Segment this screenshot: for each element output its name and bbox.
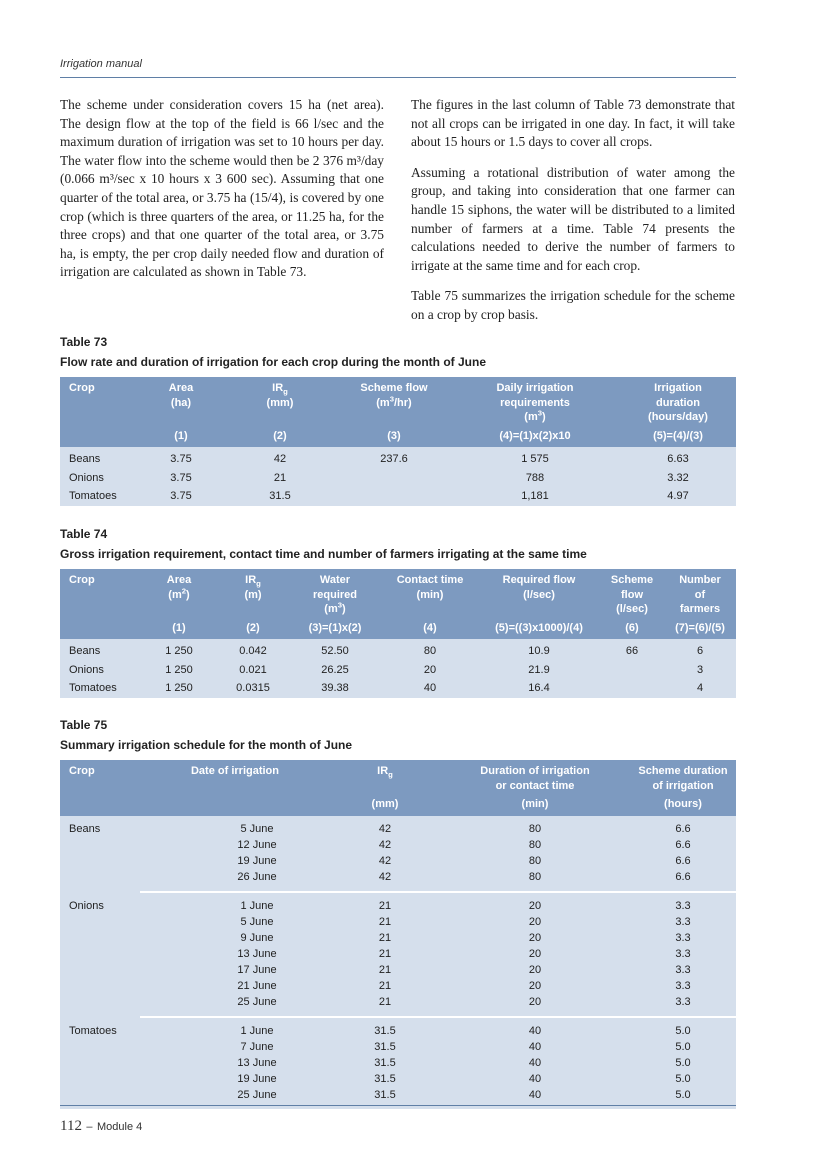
paragraph: Table 75 summarizes the irrigation schedule for the scheme on a crop by crop basis. bbox=[411, 288, 735, 322]
date-cell: 12 June bbox=[140, 837, 330, 853]
table-74-block bbox=[60, 527, 736, 698]
date-cell: 21 June bbox=[140, 978, 330, 994]
duration-cell: 4.97 bbox=[620, 487, 736, 506]
table-row bbox=[60, 447, 736, 469]
formula-cell: (2) bbox=[218, 617, 288, 640]
duration-cell: 80 bbox=[440, 837, 630, 853]
water-cell: 52.50 bbox=[288, 639, 382, 661]
table-number: Table 74 bbox=[60, 527, 108, 541]
table-row bbox=[60, 946, 736, 962]
formula-cell: (4) bbox=[382, 617, 478, 640]
farmers-cell: 3 bbox=[664, 661, 736, 680]
date-cell: 26 June bbox=[140, 869, 330, 891]
scheme-duration-cell: 3.3 bbox=[630, 893, 736, 914]
table-row bbox=[60, 962, 736, 978]
table-row bbox=[60, 1039, 736, 1055]
date-cell: 5 June bbox=[140, 914, 330, 930]
table-75 bbox=[60, 760, 736, 1109]
unit-row bbox=[60, 793, 736, 816]
duration-cell: 40 bbox=[440, 1071, 630, 1087]
table-row bbox=[60, 469, 736, 488]
irg-cell: 42 bbox=[222, 447, 338, 469]
table-row bbox=[60, 914, 736, 930]
irg-cell: 31.5 bbox=[330, 1055, 440, 1071]
table-title: Flow rate and duration of irrigation for each crop during the month of June bbox=[60, 355, 487, 369]
table-row bbox=[60, 1018, 736, 1039]
footer-separator: – bbox=[86, 1121, 93, 1133]
irg-cell: 0.021 bbox=[218, 661, 288, 680]
col-header-daily-requirements: Daily irrigation requirements $(m^3)$ bbox=[450, 377, 620, 425]
table-row bbox=[60, 978, 736, 994]
area-cell: 3.75 bbox=[140, 469, 222, 488]
table-row bbox=[60, 837, 736, 853]
daily-cell: 1,181 bbox=[450, 487, 620, 506]
header-row bbox=[60, 760, 736, 793]
unit-cell: (min) bbox=[440, 793, 630, 816]
crop-cell bbox=[60, 946, 140, 962]
col-header-water-required: Water required $(m^3)$ bbox=[288, 569, 382, 617]
area-cell: 1 250 bbox=[140, 639, 218, 661]
farmers-cell: 4 bbox=[664, 679, 736, 698]
col-header-irg: $IR_g$ bbox=[330, 760, 440, 793]
table-row bbox=[60, 816, 736, 837]
scheme-flow-cell bbox=[600, 679, 664, 698]
irg-cell: 21 bbox=[330, 962, 440, 978]
date-cell: 1 June bbox=[140, 1018, 330, 1039]
duration-cell: 20 bbox=[440, 962, 630, 978]
left-column bbox=[60, 96, 384, 294]
scheme-duration-cell: 6.6 bbox=[630, 837, 736, 853]
crop-cell bbox=[60, 978, 140, 994]
table-row bbox=[60, 639, 736, 661]
crop-cell bbox=[60, 994, 140, 1016]
date-cell: 5 June bbox=[140, 816, 330, 837]
duration-cell: 20 bbox=[440, 893, 630, 914]
col-header-scheme-duration: Scheme duration of irrigation bbox=[630, 760, 736, 793]
table-row bbox=[60, 994, 736, 1016]
duration-cell: 80 bbox=[440, 869, 630, 891]
area-cell: 1 250 bbox=[140, 679, 218, 698]
col-header-date: Date of irrigation bbox=[140, 760, 330, 793]
col-header-area: Area (ha) bbox=[140, 377, 222, 425]
unit-cell: (mm) bbox=[330, 793, 440, 816]
duration-cell: 40 bbox=[440, 1087, 630, 1109]
table-row bbox=[60, 1055, 736, 1071]
scheme-duration-cell: 3.3 bbox=[630, 914, 736, 930]
col-header-duration: Duration of irrigation or contact time bbox=[440, 760, 630, 793]
table-row bbox=[60, 679, 736, 698]
formula-row bbox=[60, 425, 736, 448]
crop-cell: Beans bbox=[60, 816, 140, 837]
irg-cell: 31.5 bbox=[330, 1087, 440, 1109]
table-number: Table 75 bbox=[60, 718, 108, 732]
duration-cell: 80 bbox=[440, 816, 630, 837]
date-cell: 7 June bbox=[140, 1039, 330, 1055]
date-cell: 13 June bbox=[140, 946, 330, 962]
table-number: Table 73 bbox=[60, 335, 108, 349]
irg-cell: 42 bbox=[330, 816, 440, 837]
duration-cell: 20 bbox=[440, 946, 630, 962]
header-rule bbox=[60, 77, 736, 78]
table-73-block bbox=[60, 335, 736, 506]
unit-cell: (hours) bbox=[630, 793, 736, 816]
table-74 bbox=[60, 569, 736, 698]
irg-cell: 21 bbox=[330, 914, 440, 930]
scheme-duration-cell: 5.0 bbox=[630, 1055, 736, 1071]
flow-cell bbox=[338, 487, 450, 506]
date-cell: 25 June bbox=[140, 994, 330, 1016]
right-column bbox=[411, 96, 735, 337]
crop-cell bbox=[60, 853, 140, 869]
duration-cell: 80 bbox=[440, 853, 630, 869]
duration-cell: 20 bbox=[440, 930, 630, 946]
scheme-duration-cell: 6.6 bbox=[630, 853, 736, 869]
table-title: Gross irrigation requirement, contact time and number of farmers irrigating at the same time bbox=[60, 547, 587, 561]
water-cell: 26.25 bbox=[288, 661, 382, 680]
duration-cell: 40 bbox=[440, 1039, 630, 1055]
formula-cell: (1) bbox=[140, 425, 222, 448]
scheme-duration-cell: 6.6 bbox=[630, 869, 736, 891]
irg-cell: 21 bbox=[330, 946, 440, 962]
table-row bbox=[60, 893, 736, 914]
footer-rule bbox=[60, 1105, 736, 1106]
irg-cell: 42 bbox=[330, 869, 440, 891]
crop-cell bbox=[60, 1055, 140, 1071]
crop-cell: Tomatoes bbox=[60, 679, 140, 698]
irg-cell: 42 bbox=[330, 853, 440, 869]
col-header-required-flow: Required flow (l/sec) bbox=[478, 569, 600, 617]
scheme-duration-cell: 5.0 bbox=[630, 1071, 736, 1087]
irg-cell: 21 bbox=[330, 893, 440, 914]
flow-cell: 237.6 bbox=[338, 447, 450, 469]
col-header-farmers: Number of farmers bbox=[664, 569, 736, 617]
crop-cell: Tomatoes bbox=[60, 487, 140, 506]
paragraph: The figures in the last column of Table 73 demonstrate that not all crops can be irrigated in one day. In fact, it will take about 15 hours or 1.5 days to cover all crops. bbox=[411, 97, 735, 150]
irg-cell: 31.5 bbox=[330, 1018, 440, 1039]
daily-cell: 1 575 bbox=[450, 447, 620, 469]
table-row bbox=[60, 930, 736, 946]
formula-cell: (3)=(1)x(2) bbox=[288, 617, 382, 640]
duration-cell: 3.32 bbox=[620, 469, 736, 488]
running-head: Irrigation manual bbox=[60, 58, 142, 70]
paragraph: Assuming a rotational distribution of water among the group, and taking into consideration that one farmer can handle 15 siphons, the water will be distributed to a limited number of farmers at a time. Table 74 presents the calculations needed to derive the number of farmers to irrigate at the same time and for each crop. bbox=[411, 164, 735, 273]
table-75-block bbox=[60, 718, 736, 1109]
irg-cell: 31.5 bbox=[222, 487, 338, 506]
table-row bbox=[60, 853, 736, 869]
schedule-body bbox=[60, 816, 736, 1109]
page-number: 112 bbox=[60, 1118, 82, 1134]
contact-cell: 40 bbox=[382, 679, 478, 698]
crop-cell bbox=[60, 1039, 140, 1055]
scheme-duration-cell: 3.3 bbox=[630, 978, 736, 994]
irg-cell: 31.5 bbox=[330, 1071, 440, 1087]
crop-cell: Beans bbox=[60, 639, 140, 661]
required-flow-cell: 21.9 bbox=[478, 661, 600, 680]
crop-cell bbox=[60, 837, 140, 853]
irg-cell: 0.042 bbox=[218, 639, 288, 661]
crop-cell: Onions bbox=[60, 893, 140, 914]
col-header-duration: Irrigation duration (hours/day) bbox=[620, 377, 736, 425]
date-cell: 1 June bbox=[140, 893, 330, 914]
formula-cell: (5)=(4)/(3) bbox=[620, 425, 736, 448]
col-header-irg: $IR_g$ (mm) bbox=[222, 377, 338, 425]
irg-cell: 21 bbox=[330, 930, 440, 946]
date-cell: 17 June bbox=[140, 962, 330, 978]
irg-cell: 21 bbox=[330, 994, 440, 1016]
scheme-flow-cell: 66 bbox=[600, 639, 664, 661]
col-header-crop: Crop bbox=[60, 760, 140, 793]
daily-cell: 788 bbox=[450, 469, 620, 488]
formula-cell: (6) bbox=[600, 617, 664, 640]
scheme-duration-cell: 5.0 bbox=[630, 1039, 736, 1055]
flow-cell bbox=[338, 469, 450, 488]
irg-cell: 31.5 bbox=[330, 1039, 440, 1055]
farmers-cell: 6 bbox=[664, 639, 736, 661]
scheme-duration-cell: 3.3 bbox=[630, 962, 736, 978]
duration-cell: 40 bbox=[440, 1055, 630, 1071]
date-cell: 19 June bbox=[140, 1071, 330, 1087]
crop-cell: Onions bbox=[60, 661, 140, 680]
formula-cell: (3) bbox=[338, 425, 450, 448]
formula-cell: (7)=(6)/(5) bbox=[664, 617, 736, 640]
scheme-duration-cell: 3.3 bbox=[630, 994, 736, 1016]
col-header-contact-time: Contact time (min) bbox=[382, 569, 478, 617]
scheme-duration-cell: 5.0 bbox=[630, 1087, 736, 1109]
header-row bbox=[60, 569, 736, 617]
crop-cell bbox=[60, 962, 140, 978]
crop-cell: Tomatoes bbox=[60, 1018, 140, 1039]
formula-cell: (4)=(1)x(2)x10 bbox=[450, 425, 620, 448]
header-row bbox=[60, 377, 736, 425]
duration-cell: 6.63 bbox=[620, 447, 736, 469]
crop-cell: Onions bbox=[60, 469, 140, 488]
area-cell: 1 250 bbox=[140, 661, 218, 680]
irg-cell: 42 bbox=[330, 837, 440, 853]
formula-cell: (5)=((3)x1000)/(4) bbox=[478, 617, 600, 640]
contact-cell: 20 bbox=[382, 661, 478, 680]
required-flow-cell: 10.9 bbox=[478, 639, 600, 661]
date-cell: 19 June bbox=[140, 853, 330, 869]
contact-cell: 80 bbox=[382, 639, 478, 661]
crop-cell bbox=[60, 914, 140, 930]
col-header-scheme-flow: Scheme flow (l/sec) bbox=[600, 569, 664, 617]
crop-cell: Beans bbox=[60, 447, 140, 469]
table-row bbox=[60, 1071, 736, 1087]
page-footer bbox=[60, 1117, 142, 1135]
crop-cell bbox=[60, 1071, 140, 1087]
table-row bbox=[60, 487, 736, 506]
table-row bbox=[60, 869, 736, 891]
table-73 bbox=[60, 377, 736, 506]
col-header-scheme-flow: Scheme flow $(m^3/hr)$ bbox=[338, 377, 450, 425]
required-flow-cell: 16.4 bbox=[478, 679, 600, 698]
scheme-duration-cell: 3.3 bbox=[630, 930, 736, 946]
col-header-crop: Crop bbox=[60, 569, 140, 617]
area-cell: 3.75 bbox=[140, 487, 222, 506]
table-title: Summary irrigation schedule for the month of June bbox=[60, 738, 353, 752]
crop-cell bbox=[60, 930, 140, 946]
irg-cell: 21 bbox=[330, 978, 440, 994]
duration-cell: 40 bbox=[440, 1018, 630, 1039]
date-cell: 13 June bbox=[140, 1055, 330, 1071]
irg-cell: 0.0315 bbox=[218, 679, 288, 698]
formula-cell: (2) bbox=[222, 425, 338, 448]
scheme-duration-cell: 3.3 bbox=[630, 946, 736, 962]
module-label: Module 4 bbox=[96, 1121, 143, 1133]
scheme-duration-cell: 6.6 bbox=[630, 816, 736, 837]
formula-cell: (1) bbox=[140, 617, 218, 640]
col-header-crop: Crop bbox=[60, 377, 140, 425]
date-cell: 25 June bbox=[140, 1087, 330, 1109]
duration-cell: 20 bbox=[440, 994, 630, 1016]
formula-row bbox=[60, 617, 736, 640]
date-cell: 9 June bbox=[140, 930, 330, 946]
water-cell: 39.38 bbox=[288, 679, 382, 698]
scheme-duration-cell: 5.0 bbox=[630, 1018, 736, 1039]
col-header-area: Area $(m^2)$ bbox=[140, 569, 218, 617]
duration-cell: 20 bbox=[440, 914, 630, 930]
table-row bbox=[60, 661, 736, 680]
paragraph: The scheme under consideration covers 15 ha (net area). The design flow at the top of the field is 66 l/sec and the maximum duration of irrigation was set to 10 hours per day. The water flow into the scheme would then be 2 376 m³/day (0.066 m³/sec x 10 hours x 3 600 sec). Assuming that one quarter of the total area, or 3.75 ha (15/4), is covered by one crop (which is three quarters of the area, or 11.25 ha, for the three crops) and that one quarter of the total area, or 3.75 ha, is empty, the per crop daily needed flow and duration of irrigation are calculated as shown in Table 73. bbox=[60, 97, 384, 280]
crop-cell bbox=[60, 869, 140, 891]
col-header-irg: $IR_g$ (m) bbox=[218, 569, 288, 617]
irg-cell: 21 bbox=[222, 469, 338, 488]
area-cell: 3.75 bbox=[140, 447, 222, 469]
duration-cell: 20 bbox=[440, 978, 630, 994]
scheme-flow-cell bbox=[600, 661, 664, 680]
